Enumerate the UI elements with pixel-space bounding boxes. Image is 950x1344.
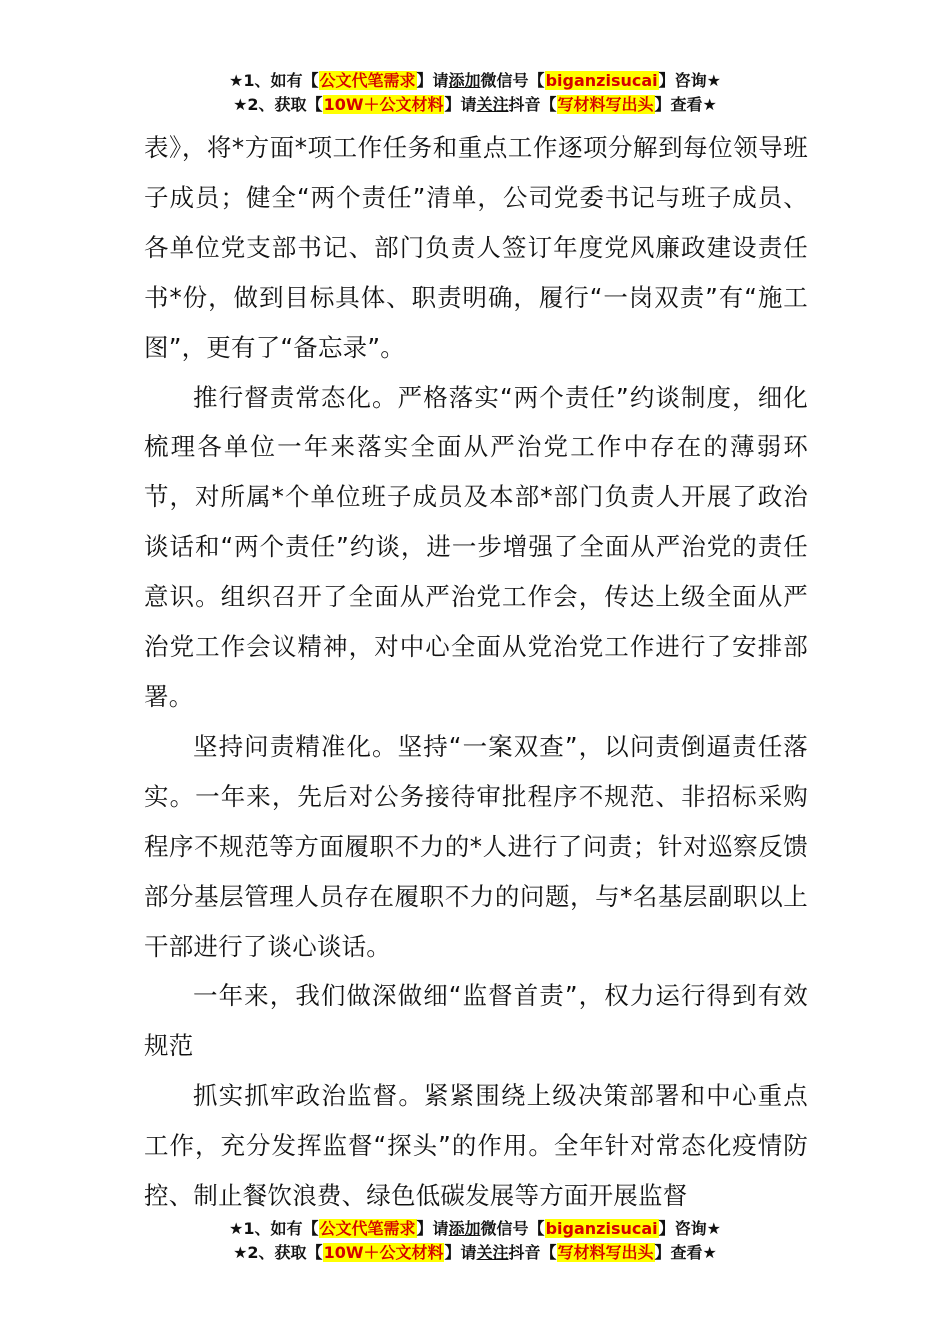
highlight-materials: 10W＋公文材料 <box>323 95 444 114</box>
banner-text: 】请 <box>416 71 449 90</box>
highlight-materials: 10W＋公文材料 <box>323 1243 444 1262</box>
banner-text: 】咨询★ <box>658 71 721 90</box>
top-banner <box>0 69 950 117</box>
banner-emphasis: 关注 <box>476 95 509 114</box>
highlight-service: 公文代笔需求 <box>319 71 416 90</box>
banner-text: 】咨询★ <box>658 1219 721 1238</box>
banner-line-2 <box>0 1241 950 1265</box>
highlight-douyin: 写材料写出头 <box>557 1243 654 1262</box>
banner-text: 】请 <box>444 95 477 114</box>
banner-line-2 <box>0 93 950 117</box>
banner-emphasis: 关注 <box>476 1243 509 1262</box>
banner-text: 抖音【 <box>508 95 557 114</box>
banner-emphasis: 添加 <box>448 71 481 90</box>
banner-text: ★2、获取【 <box>233 95 323 114</box>
banner-text: 抖音【 <box>508 1243 557 1262</box>
highlight-wechat-id: biganzisucai <box>545 71 658 90</box>
banner-text: 】查看★ <box>654 1243 717 1262</box>
paragraph-accountability: 坚持问责精准化。坚持“一案双查”，以问责倒逼责任落实。一年来，先后对公务接待审批程序不规范、非招标采购程序不规范等方面履职不力的*人进行了问责；针对巡察反馈部分基层管理人员存在履职不力的问题，与*名基层副职以上干部进行了谈心谈话。 <box>144 731 808 961</box>
banner-text: 】查看★ <box>654 95 717 114</box>
highlight-wechat-id: biganzisucai <box>545 1219 658 1238</box>
paragraph-supervision-routine: 推行督责常态化。严格落实“两个责任”约谈制度，细化梳理各单位一年来落实全面从严治党工作中存在的薄弱环节，对所属*个单位班子成员及本部*部门负责人开展了政治谈话和“两个责任”约谈，进一步增强了全面从严治党的责任意识。组织召开了全面从严治党工作会，传达上级全面从严治党工作会议精神，对中心全面从党治党工作进行了安排部署。 <box>144 382 808 711</box>
banner-text: ★1、如有【 <box>229 71 319 90</box>
paragraph-section-heading: 一年来，我们做深做细“监督首责”，权力运行得到有效规范 <box>144 981 808 1061</box>
banner-text: 微信号【 <box>480 1219 545 1238</box>
paragraph-political-supervision: 抓实抓牢政治监督。紧紧围绕上级决策部署和中心重点工作，充分发挥监督“探头”的作用。全年针对常态化疫情防控、制止餐饮浪费、绿色低碳发展等方面开展监督 <box>144 1081 808 1211</box>
highlight-douyin: 写材料写出头 <box>557 95 654 114</box>
banner-text: 】请 <box>444 1243 477 1262</box>
paragraph-continuation: 表》，将*方面*项工作任务和重点工作逐项分解到每位领导班子成员；健全“两个责任”清单，公司党委书记与班子成员、各单位党支部书记、部门负责人签订年度党风廉政建设责任书*份，做到目标具体、职责明确，履行“一岗双责”有“施工图”，更有了“备忘录”。 <box>144 133 808 362</box>
banner-text: ★1、如有【 <box>229 1219 319 1238</box>
banner-text: 】请 <box>416 1219 449 1238</box>
banner-text: 微信号【 <box>480 71 545 90</box>
banner-line-1 <box>0 69 950 93</box>
banner-line-1 <box>0 1217 950 1241</box>
banner-emphasis: 添加 <box>448 1219 481 1238</box>
highlight-service: 公文代笔需求 <box>319 1219 416 1238</box>
bottom-banner <box>0 1217 950 1265</box>
banner-text: ★2、获取【 <box>233 1243 323 1262</box>
document-body <box>144 123 808 1221</box>
